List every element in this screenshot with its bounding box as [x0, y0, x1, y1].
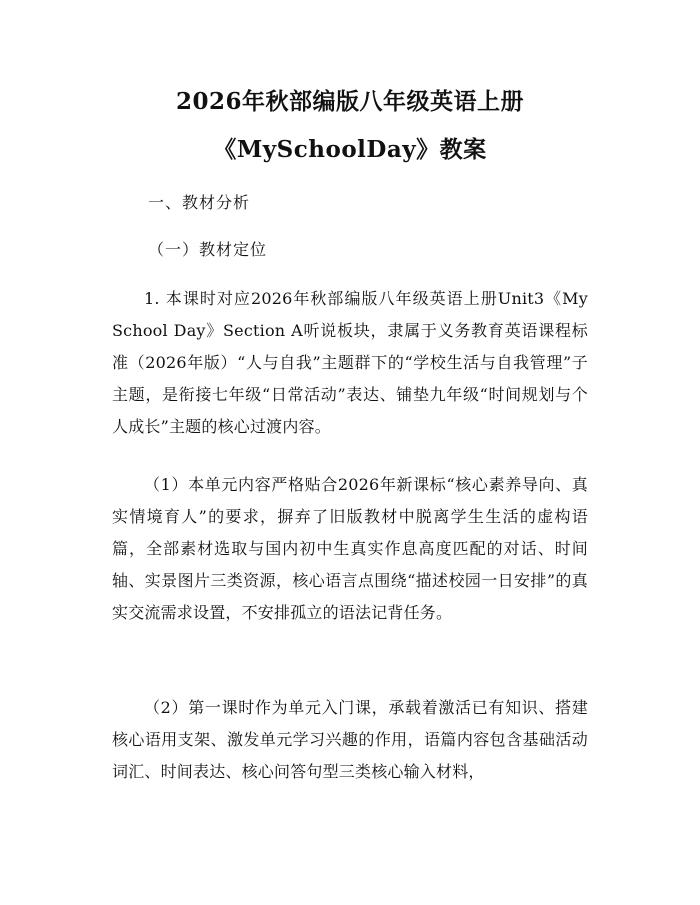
paragraph-3: （2）第一课时作为单元入门课，承载着激活已有知识、搭建核心语用支架、激发单元学习兴趣的作用，语篇内容包含基础活动词汇、时间表达、核心问答句型三类核心输入材料， [112, 698, 588, 781]
section-heading: 一、教材分析 [148, 193, 251, 212]
paragraph-2: （1）本单元内容严格贴合2026年新课标“核心素养导向、真实情境育人”的要求，摒弃了旧版教材中脱离学生生活的虚构语篇，全部素材选取与国内初中生真实作息高度匹配的对话、时间轴、实景图片三类资源，核心语言点围绕“描述校园一日安排”的真实交流需求设置，不安排孤立的语法记背任务。 [112, 475, 588, 622]
paragraph-1: 1. 本课时对应2026年秋部编版八年级英语上册Unit3《My School Day》Section A听说板块，隶属于义务教育英语课程标准（2026年版）“人与自我”主题群下的“学校生活与自我管理”子主题，是衔接七年级“日常活动”表达、铺垫九年级“时间规划与个人成长”主题的核心过渡内容。 [112, 289, 588, 436]
document-title-line-1: 2026年秋部编版八年级英语上册 [175, 88, 524, 115]
document-title-line-2: 《MySchoolDay》教案 [213, 136, 487, 163]
subsection-heading: （一）教材定位 [148, 240, 268, 259]
